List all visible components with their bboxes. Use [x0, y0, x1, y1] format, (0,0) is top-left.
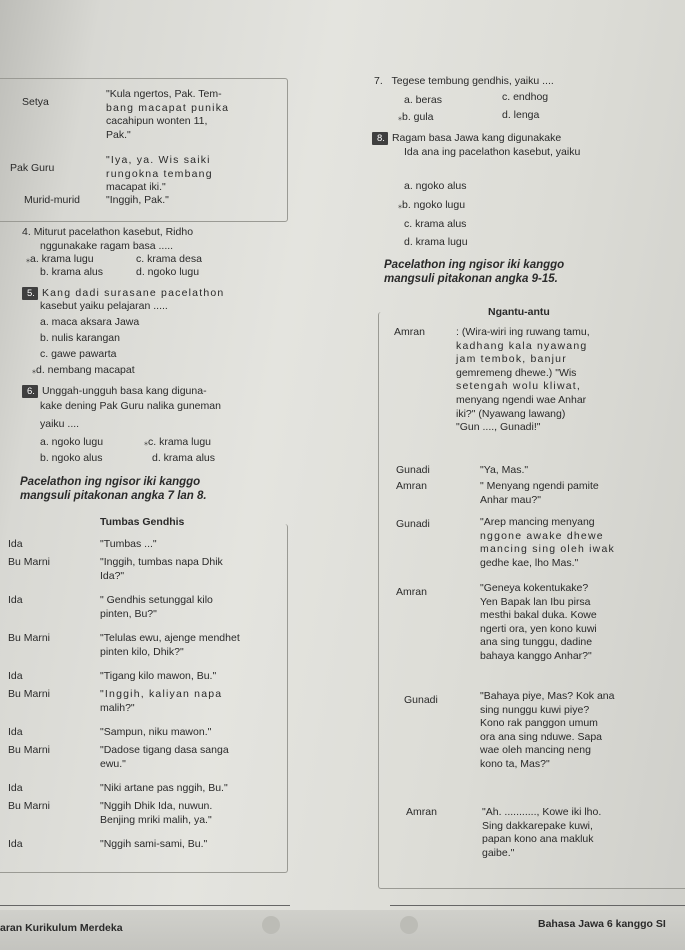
utterance-setya: "Kula ngertos, Pak. Tem- bang macapat punika cacahipun wonten 11, Pak.": [106, 88, 230, 141]
dialog2-title: Tumbas Gendhis: [100, 516, 185, 528]
speaker-bu-marni: Bu Marni: [8, 688, 51, 700]
utterance-amran-3: "Geneya kokentukake? Yen Bapak lan Ibu pirsa mesthi bakal duka. Kowe ngerti ora, yen kono kuwi ana sing tunggu, dadine bahaya kanggo Anhar?": [480, 582, 597, 662]
speaker-amran: Amran: [396, 586, 427, 598]
instruction-7-8-line2: mangsuli pitakonan angka 7 lan 8.: [20, 490, 207, 502]
utterance-gunadi-2: "Arep mancing menyang nggone awake dhewe mancing sing oleh iwak gedhe kae, lho Mas.": [480, 516, 615, 569]
speaker-ida: Ida: [8, 594, 23, 606]
speaker-bu-marni: Bu Marni: [8, 800, 51, 812]
speaker-ida: Ida: [8, 538, 23, 550]
footer-ornament-left: [262, 916, 280, 934]
speaker-ida: Ida: [8, 670, 23, 682]
question-4-stem-2: nggunakake ragam basa .....: [40, 240, 174, 252]
utterance-bu-marni-3: "Inggih, kaliyan napa malih?": [100, 688, 223, 714]
utterance-amran-2: " Menyang ngendi pamite Anhar mau?": [480, 480, 599, 506]
speaker-ida: Ida: [8, 838, 23, 850]
speaker-murid: Murid-murid: [24, 194, 81, 206]
speaker-pak-guru: Pak Guru: [10, 162, 55, 174]
utterance-ida-6: "Nggih sami-sami, Bu.": [100, 838, 208, 850]
q5-option-d[interactable]: ⁎d. nembang macapat: [32, 364, 135, 376]
q5-option-c[interactable]: c. gawe pawarta: [40, 348, 117, 360]
speaker-gunadi: Gunadi: [404, 694, 438, 706]
q5-option-b[interactable]: b. nulis karangan: [40, 332, 120, 344]
speaker-gunadi: Gunadi: [396, 518, 430, 530]
question-6-stem-2: kake dening Pak Guru nalika guneman: [40, 400, 221, 412]
q8-option-c[interactable]: c. krama alus: [404, 218, 467, 230]
speaker-setya: Setya: [22, 96, 49, 108]
question-6: 6. Unggah-ungguh basa kang diguna-: [22, 385, 207, 398]
q4-option-a[interactable]: ⁎a. krama lugu: [26, 253, 94, 265]
q7-option-a[interactable]: a. beras: [404, 94, 442, 106]
q8-option-b[interactable]: ⁎b. ngoko lugu: [398, 199, 466, 211]
utterance-gunadi-3: "Bahaya piye, Mas? Kok ana sing nunggu kuwi piye? Kono rak panggon umum ora ana sing nduwe. Sapa wae oleh mancing neng kono ta, Mas?": [480, 690, 615, 770]
q6-option-d[interactable]: d. krama alus: [152, 452, 216, 464]
footer-rule-left: [0, 905, 290, 906]
speaker-bu-marni: Bu Marni: [8, 556, 51, 568]
dialog3-title: Ngantu-antu: [488, 306, 550, 318]
utterance-ida-1: "Tumbas ...": [100, 538, 157, 550]
footer-ornament-right: [400, 916, 418, 934]
utterance-ida-5: "Niki artane pas nggih, Bu.": [100, 782, 228, 794]
utterance-bu-marni-1: "Inggih, tumbas napa Dhik Ida?": [100, 556, 223, 582]
utterance-bu-marni-4: "Dadose tigang dasa sanga ewu.": [100, 744, 229, 770]
question-4: 4. Miturut pacelathon kasebut, Ridho: [22, 226, 194, 238]
utterance-bu-marni-2: "Telulas ewu, ajenge mendhet pinten kilo, Dhik?": [100, 632, 240, 658]
instruction-9-15-line1: Pacelathon ing ngisor iki kanggo: [384, 259, 565, 271]
q6-option-b[interactable]: b. ngoko alus: [40, 452, 103, 464]
footer-rule-right: [390, 905, 685, 906]
instruction-7-8-line1: Pacelathon ing ngisor iki kanggo: [20, 476, 201, 488]
q6-option-a[interactable]: a. ngoko lugu: [40, 436, 104, 448]
utterance-bu-marni-5: "Nggih Dhik Ida, nuwun. Benjing mriki malih, ya.": [100, 800, 213, 826]
q7-option-c[interactable]: c. endhog: [502, 91, 549, 103]
utterance-ida-2: " Gendhis setunggal kilo pinten, Bu?": [100, 594, 213, 620]
question-7: 7. Tegese tembung gendhis, yaiku ....: [374, 75, 554, 87]
footer-left-text: aran Kurikulum Merdeka: [0, 922, 123, 934]
utterance-ida-3: "Tigang kilo mawon, Bu.": [100, 670, 217, 682]
utterance-pak-guru: "Iya, ya. Wis saiki rungokna tembang macapat iki.": [106, 154, 213, 194]
footer-right-text: Bahasa Jawa 6 kanggo SI: [538, 918, 666, 930]
speaker-bu-marni: Bu Marni: [8, 744, 51, 756]
speaker-amran: Amran: [396, 480, 427, 492]
speaker-gunadi: Gunadi: [396, 464, 430, 476]
q7-option-d[interactable]: d. lenga: [502, 109, 540, 121]
utterance-amran-4: "Ah. ..........., Kowe iki lho. Sing dakkarepake kuwi, papan kono ana makluk gaibe.": [482, 806, 602, 859]
speaker-bu-marni: Bu Marni: [8, 632, 51, 644]
utterance-murid: "Inggih, Pak.": [106, 194, 169, 206]
utterance-gunadi-1: "Ya, Mas.": [480, 464, 529, 476]
q4-option-c[interactable]: c. krama desa: [136, 253, 202, 265]
q5-option-a[interactable]: a. maca aksara Jawa: [40, 316, 140, 328]
question-6-stem-3: yaiku ....: [40, 418, 80, 430]
q8-option-a[interactable]: a. ngoko alus: [404, 180, 467, 192]
question-8: 8. Ragam basa Jawa kang digunakake: [372, 132, 561, 145]
utterance-amran-1: : (Wira-wiri ing ruwang tamu, kadhang kala nyawang jam tembok, banjur gemremeng dhewe.) "Wis setengah wolu kliwat, menyang ngendi wae Anhar iki?" (Nyawang lawang) "Gun ...., Gunadi!": [456, 326, 590, 434]
speaker-amran: Amran: [394, 326, 425, 338]
question-5: 5. Kang dadi surasane pacelathon: [22, 287, 224, 300]
q8-option-d[interactable]: d. krama lugu: [404, 236, 468, 248]
speaker-ida: Ida: [8, 782, 23, 794]
q4-option-d[interactable]: d. ngoko lugu: [136, 266, 200, 278]
utterance-ida-4: "Sampun, niku mawon.": [100, 726, 212, 738]
question-8-stem-2: Ida ana ing pacelathon kasebut, yaiku: [404, 146, 581, 158]
speaker-ida: Ida: [8, 726, 23, 738]
speaker-amran: Amran: [406, 806, 437, 818]
q7-option-b[interactable]: ⁎b. gula: [398, 111, 434, 123]
q6-option-c[interactable]: ⁎c. krama lugu: [144, 436, 212, 448]
question-5-stem-2: kasebut yaiku pelajaran .....: [40, 300, 168, 312]
instruction-9-15-line2: mangsuli pitakonan angka 9-15.: [384, 273, 558, 285]
q4-option-b[interactable]: b. krama alus: [40, 266, 104, 278]
